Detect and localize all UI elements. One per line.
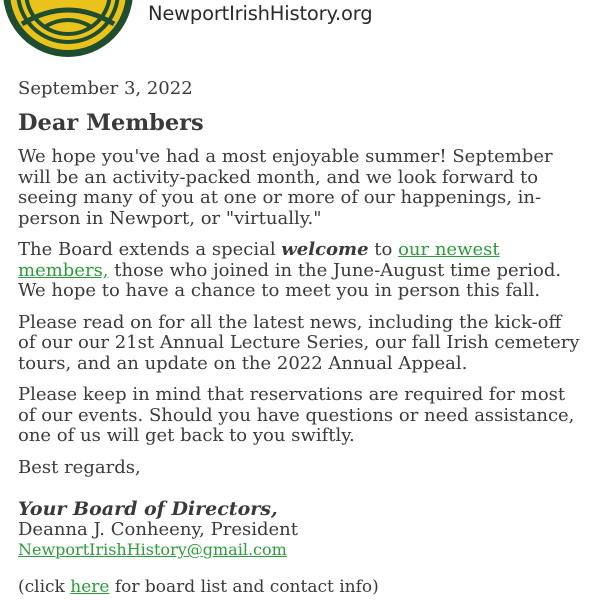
- site-title[interactable]: NewportIrishHistory.org: [148, 2, 373, 25]
- board-list-link[interactable]: here: [70, 577, 110, 597]
- letter-date: September 3, 2022: [18, 78, 193, 99]
- paragraph-reservations: Please keep in mind that reservations are required for most of our events. Should you have questions or need assistance, one of us will get back to you swiftly.: [18, 384, 575, 446]
- welcome-suffix: those who joined in the June-August time period. We hope to have a chance to meet you in person this fall.: [18, 259, 562, 301]
- paragraph-welcome: [18, 240, 584, 302]
- click-suffix: for board list and contact info): [109, 577, 379, 597]
- letter-body: [18, 77, 584, 597]
- signature-name: Deanna J. Conheeny, President: [18, 519, 298, 540]
- welcome-to: to: [368, 239, 399, 260]
- email-header: [0, 0, 600, 60]
- signature-email-link[interactable]: NewportIrishHistory@gmail.com: [18, 540, 287, 559]
- closing: Best regards,: [18, 456, 141, 478]
- paragraph-intro: We hope you've had a most enjoyable summer! September will be an activity-packed month, and we look forward to seeing many of you at one or more of our happenings, in-person in Newport, or "virtually.": [18, 146, 553, 229]
- society-logo-icon[interactable]: [2, 0, 134, 58]
- welcome-emphasis: welcome: [281, 239, 369, 260]
- signature-title: Your Board of Directors,: [18, 498, 278, 520]
- newest-members-link[interactable]: our newest members,: [18, 239, 500, 281]
- click-prefix: (click: [18, 577, 71, 597]
- welcome-prefix: The Board extends a special: [18, 239, 282, 260]
- paragraph-news: Please read on for all the latest news, including the kick-off of our our 21st Annual Lecture Series, our fall Irish cemetery tours, and an update on the 2022 Annual Appeal.: [18, 311, 580, 374]
- board-list-line: [18, 577, 584, 597]
- letter-greeting: Dear Members: [18, 110, 204, 136]
